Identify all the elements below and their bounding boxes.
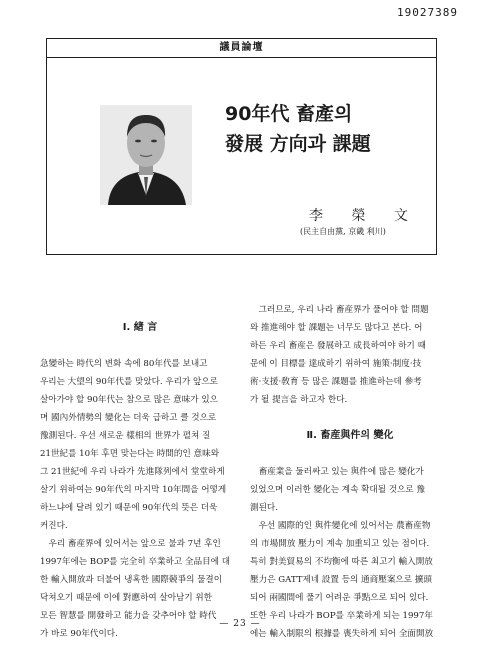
text-line: 하느냐에 달려 있기 때문에 90年代의 뜻은 더욱 <box>40 503 218 513</box>
text-line: 문에 이 目標를 達成하기 위하여 施策·制度·技 <box>250 359 422 369</box>
title-line-2: 發展 方向과 課題 <box>225 133 371 155</box>
text-line: 21世紀를 10年 후면 맞는다는 時間的인 意味와 <box>40 449 219 459</box>
text-line: 豫測된다. 우선 새로운 樣相의 世界가 펼쳐 질 <box>40 431 211 441</box>
document-id: 19027389 <box>397 6 458 19</box>
text-line: 의 市場開放 壓力이 계속 加重되고 있는 점이다. <box>250 539 430 549</box>
left-column <box>40 301 240 643</box>
text-line: 와 推進해야 할 課題는 너무도 많다고 본다. 어 <box>250 323 423 333</box>
text-line: 닥쳐오기 때문에 이에 對應하여 살아남기 위한 <box>40 593 212 603</box>
section-tag: 議員論壇 <box>47 39 436 58</box>
text-line: 또한 우리 나라가 BOP를 卒業하게 되는 1997年 <box>250 611 433 621</box>
title-line-1: 90年代 畜產의 <box>225 103 353 125</box>
header-box <box>46 38 437 255</box>
text-line: 특히 對美貿易의 不均衡에 따른 최고기 輸入開放 <box>250 557 433 567</box>
text-line: 그러므로, 우리 나라 畜産界가 풀어야 할 問題 <box>250 305 429 315</box>
text-line: 가 바로 90年代이다. <box>40 629 118 639</box>
section-heading-conditions: Ⅱ. 畜産與件의 變化 <box>306 430 394 441</box>
text-line: 커진다. <box>40 521 68 531</box>
text-line: 壓力은 GATT제네 設置 등의 通商壓案으로 擴頭 <box>250 575 432 585</box>
text-line: 가 될 提言을 하고자 한다. <box>250 395 348 405</box>
right-column <box>250 301 450 643</box>
text-line: 모든 智慧를 開發하고 能力을 갖추어야 할 時代 <box>40 611 217 621</box>
text-line: 살기 위하여는 90年代의 마지막 10年間을 어떻게 <box>40 485 227 495</box>
text-line: 畜産業을 둘러싸고 있는 與件에 많은 變化가 <box>250 467 424 477</box>
article-title <box>225 99 425 159</box>
text-line: 며 國內外情勢의 變化는 더욱 급하고 클 것으로 <box>40 413 217 423</box>
section-heading-introduction: Ⅰ. 緖 言 <box>122 322 158 333</box>
text-line: 그 21世紀에 우리 나라가 先進隊列에서 堂堂하게 <box>40 467 225 477</box>
text-line: 에는 輸入制限의 根據를 喪失하게 되어 全面開放 <box>250 629 434 639</box>
text-line: 하든 우리 畜産은 發展하고 成長하여야 하기 때 <box>250 341 426 351</box>
text-line: 우선 國際的인 與件變化에 있어서는 農畜産物 <box>250 521 431 531</box>
text-line: 術·支援·敎育 등 많은 課題를 推進하는데 參考 <box>250 377 422 387</box>
text-line: 우리는 大望의 90年代를 맞았다. 우리가 앞으로 <box>40 377 218 387</box>
author-affiliation: (民主自由黨, 京畿 利川) <box>300 227 386 236</box>
text-line: 우리 畜産界에 있어서는 앞으로 불과 7년 후인 <box>40 539 221 549</box>
text-line: 測된다. <box>250 503 278 513</box>
page-number: — 23 — <box>219 619 261 629</box>
author-name: 李 榮 文 <box>309 208 420 224</box>
text-line: 한 輸入開放과 더불어 냉혹한 國際競爭의 물결이 <box>40 575 223 585</box>
text-line: 急變하는 時代의 변화 속에 80年代를 보내고 <box>40 359 208 369</box>
text-line: 있었으며 이러한 變化는 계속 확대될 것으로 豫 <box>250 485 425 495</box>
text-line: 되어 兩國間에 풀기 어려운 爭點으로 되어 있다. <box>250 593 429 603</box>
author-photo <box>100 105 192 205</box>
text-line: 살아가야 할 90年代는 참으로 많은 意味가 있으 <box>40 395 218 405</box>
text-line: 1997年에는 BOP를 完全히 卒業하고 全品目에 대 <box>40 557 230 567</box>
